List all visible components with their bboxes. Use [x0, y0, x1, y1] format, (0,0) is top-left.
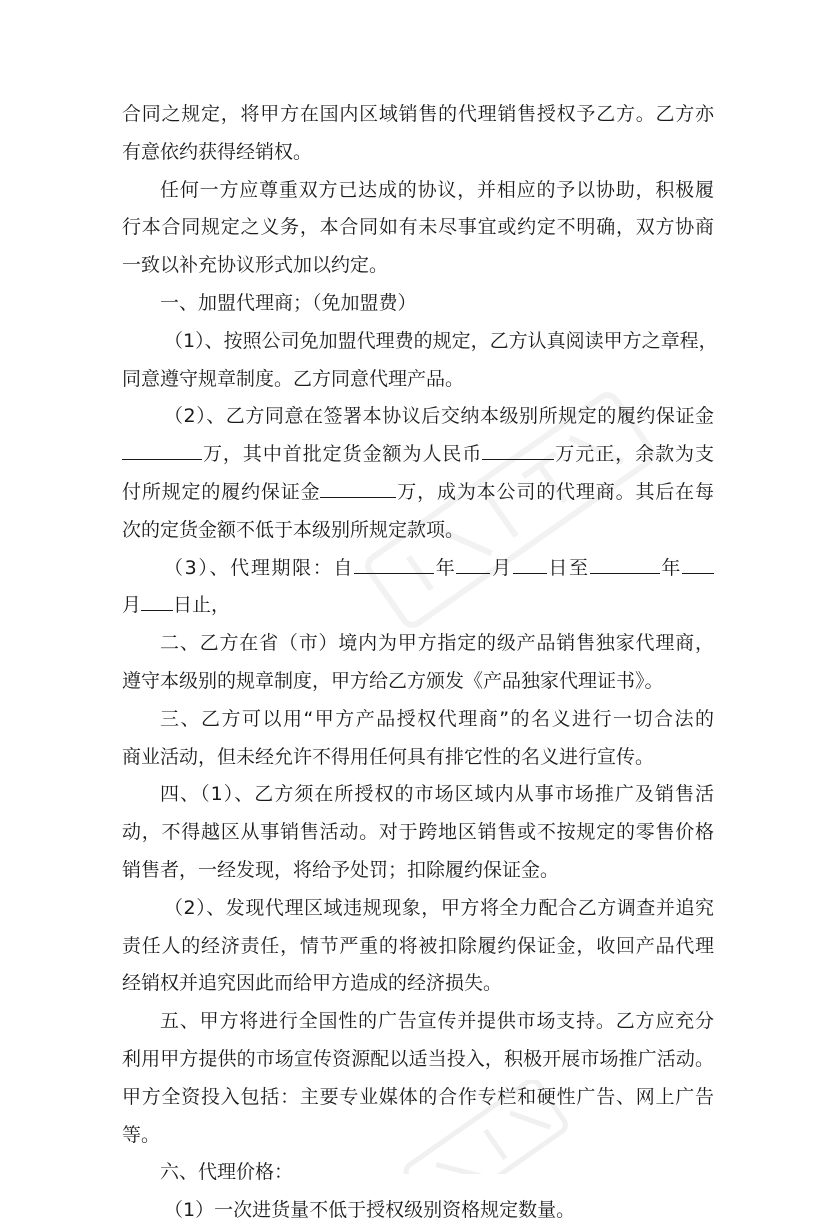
paragraph-line: （1）、按照公司免加盟代理费的规定，乙方认真阅读甲方之章程，: [164, 329, 718, 352]
document-body: [122, 96, 718, 1230]
fill-blank[interactable]: [456, 553, 490, 574]
paragraph-line: 销售者，一经发现，将给予处罚；扣除履约保证金。: [122, 858, 560, 881]
section-heading: 六、代理价格：: [160, 1161, 294, 1184]
paragraph-line: 合同之规定，将甲方在国内区域销售的代理销售授权予乙方。乙方亦: [122, 103, 714, 125]
paragraph-line: 一致以补充协议形式加以约定。: [122, 254, 389, 277]
fill-blank[interactable]: [354, 553, 434, 574]
section-heading: 一、加盟代理商；（免加盟费）: [160, 291, 417, 314]
paragraph-line: 四、（1）、乙方须在所授权的市场区域内从事市场推广及销售活: [160, 783, 714, 806]
paragraph-line: 等。: [122, 1123, 161, 1146]
text-run: 日至: [546, 556, 590, 579]
paragraph-line: （1）一次进货量不低于授权级别资格规定数量。: [164, 1199, 576, 1222]
fill-blank[interactable]: [682, 553, 714, 574]
text-run: 付所规定的履约保证金: [122, 480, 321, 503]
paragraph-line: 五、甲方将进行全国性的广告宣传并提供市场支持。乙方应充分: [160, 1010, 714, 1033]
paragraph-line-with-blanks: [122, 587, 714, 625]
paragraph-line-with-blanks: [122, 550, 714, 588]
paragraph-line: （2）、发现代理区域违规现象，甲方将全力配合乙方调查并追究: [164, 896, 714, 919]
fill-blank[interactable]: [122, 439, 202, 460]
fill-blank[interactable]: [513, 553, 547, 574]
paragraph-line: 动，不得越区从事销售活动。对于跨地区销售或不按规定的零售价格: [122, 821, 714, 844]
paragraph-line: 任何一方应尊重双方已达成的协议，并相应的予以协助，积极履: [160, 178, 714, 201]
paragraph-line: 次的定货金额不低于本级别所规定款项。: [122, 518, 465, 541]
text-run: 万，其中首批定货金额为人民币: [202, 443, 483, 466]
text-run: 万元正，余款为支: [554, 443, 714, 466]
text-run: 月: [122, 594, 142, 617]
text-run: 万，成为本公司的代理商。其后在每: [396, 480, 714, 503]
paragraph-line: 遵守本级别的规章制度，甲方给乙方颁发《产品独家代理证书》。: [122, 669, 664, 692]
paragraph-line: 利用甲方提供的市场宣传资源配以适当投入，积极开展市场推广活动。: [122, 1047, 714, 1070]
fill-blank[interactable]: [141, 590, 173, 611]
text-run: 月: [490, 556, 513, 579]
paragraph-line: 有意依约获得经销权。: [122, 140, 313, 163]
paragraph-line: 三、乙方可以用“甲方产品授权代理商”的名义进行一切合法的: [160, 707, 714, 730]
text-run: （3）、代理期限：自: [164, 556, 355, 579]
paragraph-line: 二、乙方在省（市）境内为甲方指定的级产品销售独家代理商，: [160, 632, 714, 655]
paragraph-line: 同意遵守规章制度。乙方同意代理产品。: [122, 367, 465, 390]
paragraph-line: 甲方全资投入包括：主要专业媒体的合作专栏和硬性广告、网上广告: [122, 1085, 714, 1108]
paragraph-line: （2）、乙方同意在签署本协议后交纳本级别所规定的履约保证金: [164, 405, 714, 428]
paragraph-line-with-blanks: [122, 436, 714, 474]
paragraph-line: 行本合同规定之义务，本合同如有未尽事宜或约定不明确，双方协商: [122, 216, 714, 239]
fill-blank[interactable]: [482, 439, 554, 460]
text-run: 年: [434, 556, 457, 579]
text-run: 年: [659, 556, 682, 579]
fill-blank[interactable]: [590, 553, 660, 574]
paragraph-line: 经销权并追究因此而给甲方造成的经济损失。: [122, 972, 503, 995]
text-run: 日止，: [173, 594, 231, 617]
paragraph-line: 商业活动，但未经允许不得用任何具有排它性的名义进行宣传。: [122, 745, 655, 768]
paragraph-line-with-blanks: [122, 474, 714, 512]
fill-blank[interactable]: [320, 477, 396, 498]
paragraph-line: 责任人的经济责任，情节严重的将被扣除履约保证金，收回产品代理: [122, 934, 714, 957]
